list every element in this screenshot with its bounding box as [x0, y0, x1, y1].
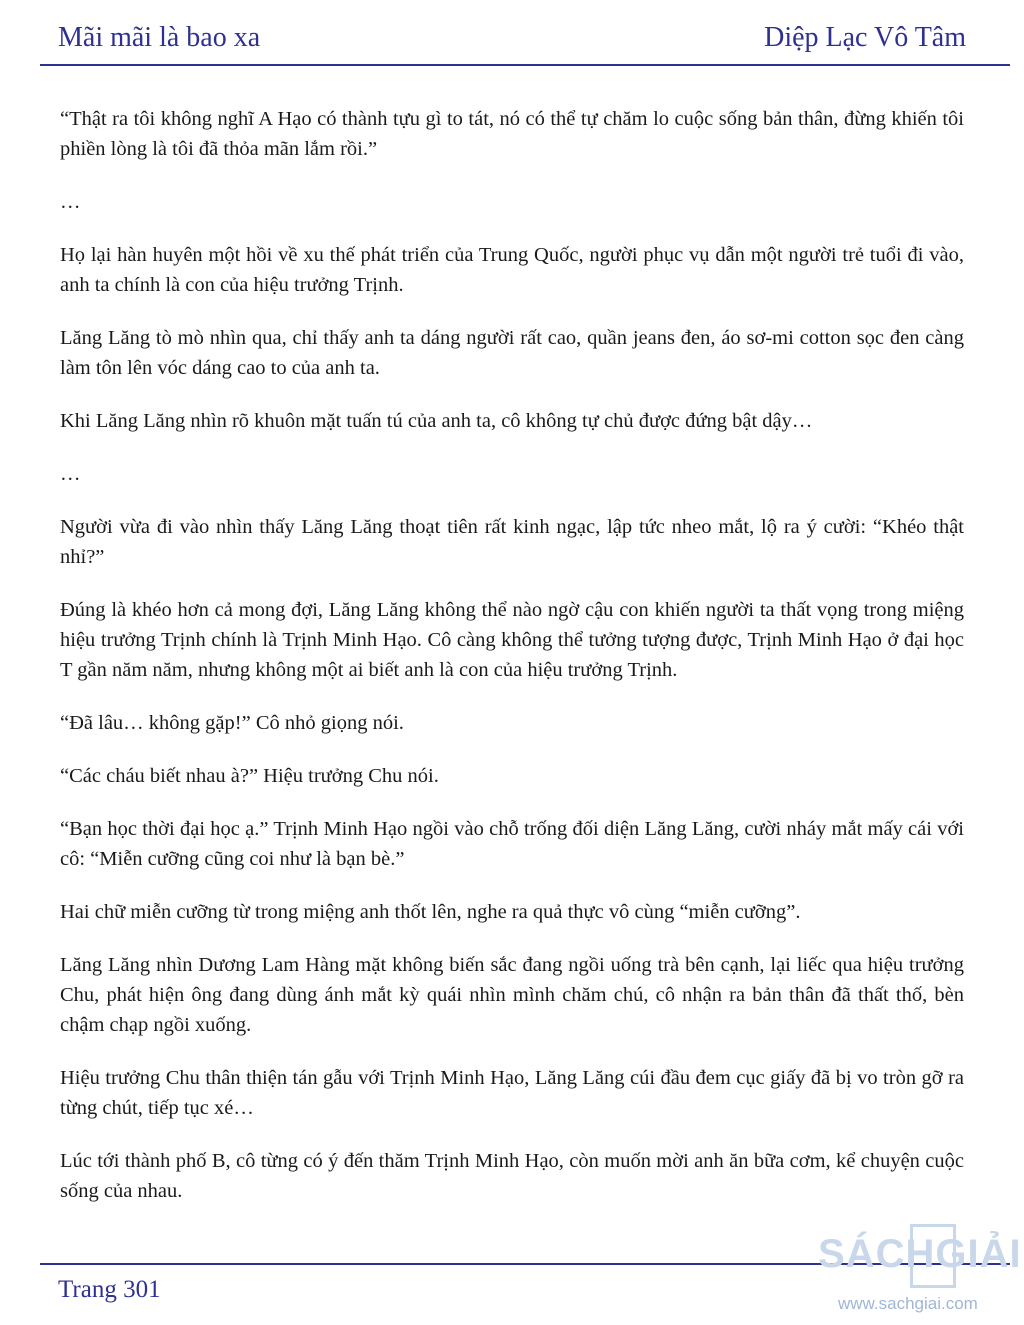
book-title: Mãi mãi là bao xa	[58, 22, 261, 53]
paragraph: …	[60, 463, 81, 485]
page-body	[60, 104, 964, 1229]
paragraph: Họ lại hàn huyên một hồi về xu thế phát triển của Trung Quốc, người phục vụ dẫn một người trẻ tuổi đi vào, anh ta chính là con của hiệu trưởng Trịnh.	[60, 244, 964, 296]
header-divider	[40, 64, 1010, 66]
watermark-logo	[818, 1222, 1024, 1322]
paragraph: Người vừa đi vào nhìn thấy Lăng Lăng thoạt tiên rất kinh ngạc, lập tức nheo mắt, lộ ra ý cười: “Khéo thật nhỉ?”	[60, 516, 964, 568]
page-number: Trang 301	[58, 1276, 161, 1303]
paragraph: “Thật ra tôi không nghĩ A Hạo có thành tựu gì to tát, nó có thể tự chăm lo cuộc sống bản thân, đừng khiến tôi phiền lòng là tôi đã thỏa mãn lắm rồi.”	[60, 108, 964, 160]
page-header	[0, 0, 1024, 66]
paragraph: Lăng Lăng nhìn Dương Lam Hàng mặt không biến sắc đang ngồi uống trà bên cạnh, lại liếc qua hiệu trưởng Chu, phát hiện ông đang dùng ánh mắt kỳ quái nhìn mình chăm chú, cô nhận ra bản thân đã thất thố, bèn chậm chạp ngồi xuống.	[60, 954, 964, 1036]
paragraph: Khi Lăng Lăng nhìn rõ khuôn mặt tuấn tú của anh ta, cô không tự chủ được đứng bật dậy…	[60, 410, 813, 432]
watermark-brand: SÁCHGIẢI	[818, 1232, 1022, 1276]
paragraph: “Đã lâu… không gặp!” Cô nhỏ giọng nói.	[60, 712, 404, 734]
paragraph: “Bạn học thời đại học ạ.” Trịnh Minh Hạo ngồi vào chỗ trống đối diện Lăng Lăng, cười nháy mắt mấy cái với cô: “Miễn cưỡng cũng coi như là bạn bè.”	[60, 818, 964, 870]
paragraph: Hiệu trưởng Chu thân thiện tán gẫu với Trịnh Minh Hạo, Lăng Lăng cúi đầu đem cục giấy đã bị vo tròn gỡ ra từng chút, tiếp tục xé…	[60, 1067, 964, 1119]
paragraph: “Các cháu biết nhau à?” Hiệu trưởng Chu nói.	[60, 765, 439, 787]
paragraph: Đúng là khéo hơn cả mong đợi, Lăng Lăng không thể nào ngờ cậu con khiến người ta thất vọng trong miệng hiệu trưởng Trịnh chính là Trịnh Minh Hạo. Cô càng không thể tưởng tượng được, Trịnh Minh Hạo ở đại học T gần năm năm, nhưng không một ai biết anh là con của hiệu trưởng Trịnh.	[60, 599, 964, 681]
paragraph: Lúc tới thành phố B, cô từng có ý đến thăm Trịnh Minh Hạo, còn muốn mời anh ăn bữa cơm, kể chuyện cuộc sống của nhau.	[60, 1150, 964, 1202]
paragraph: …	[60, 191, 81, 213]
paragraph: Lăng Lăng tò mò nhìn qua, chỉ thấy anh ta dáng người rất cao, quần jeans đen, áo sơ-mi cotton sọc đen càng làm tôn lên vóc dáng cao to của anh ta.	[60, 327, 964, 379]
paragraph: Hai chữ miễn cưỡng từ trong miệng anh thốt lên, nghe ra quả thực vô cùng “miễn cưỡng”.	[60, 901, 801, 923]
watermark-url: www.sachgiai.com	[838, 1294, 978, 1313]
author-name: Diệp Lạc Vô Tâm	[764, 22, 966, 53]
